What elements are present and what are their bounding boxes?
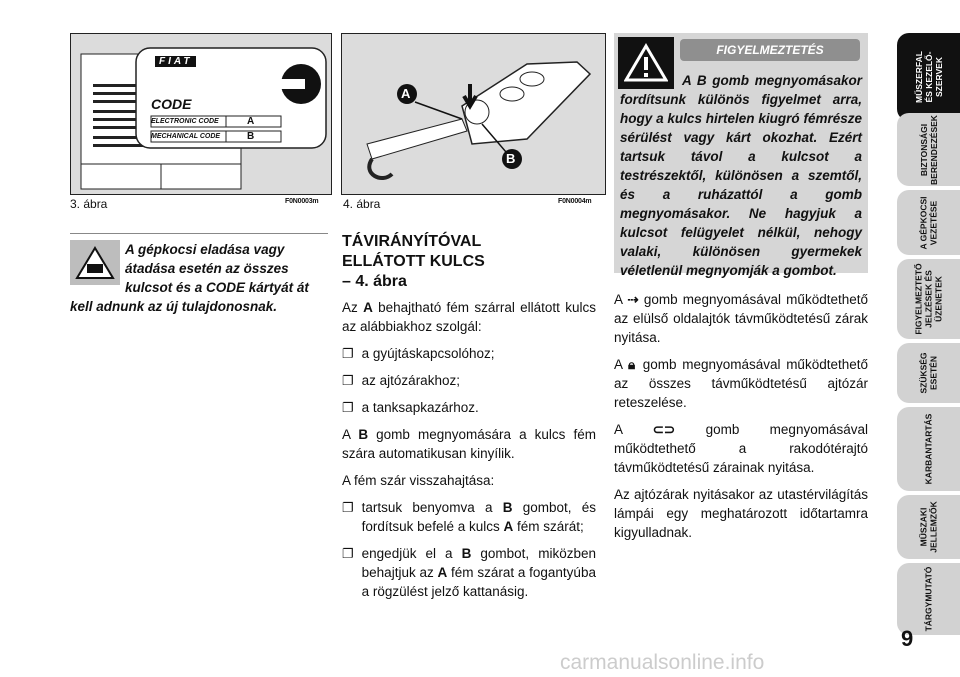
warning-right-text: A B gomb megnyomásakor fordítsunk különös figyelmet arra, hogy a kulcs hirtelen kiugró fémrésze sérülést vagy kárt okozhat. Ezért tartsuk távol a kulcsot a testrészektől, különösen a szemtől, és a ruházattól a gomb megnyomásakor. Ne hagyjuk a kulcsot felügyelet nélkül, nehogy valaki, különösen gyermekek véletlenül megnyomják a gombot. (620, 73, 862, 278)
tab-biztonsagi[interactable]: BIZTONSÁGI BERENDEZÉSEK (897, 113, 960, 186)
mechanical-code-value: B (247, 131, 255, 142)
step-item: ❐ engedjük el a B gombot, miközben behajtjuk az A fém szárat a fogantyúba a rögzülést jelző kattanásig. (342, 546, 596, 599)
tab-figyelmezteto[interactable]: FIGYELMEZTETŐ JELZÉSEK ÉS ÜZENETEK (897, 259, 960, 339)
interior-light-paragraph: Az ajtózárak nyitásakor az utastérvilágítás lámpái egy meghatározott időtartamra kigyulladnak. (614, 487, 868, 540)
tab-karbantartas[interactable]: KARBANTARTÁS (897, 407, 960, 491)
step-item: ❐ tartsuk benyomva a B gombot, és fordítsuk befelé a kulcs A fém szárát; (342, 500, 596, 534)
warning-divider (70, 233, 328, 234)
key-illustration (342, 34, 605, 194)
tab-muszerfal[interactable]: MŰSZERFAL ÉS KEZELŐ- SZERVEK (897, 33, 960, 121)
figure-3-code: F0N0003m (285, 198, 319, 205)
unlock-car-icon: ⇢ (627, 292, 639, 307)
warning-title: FIGYELMEZTETÉS (680, 39, 860, 61)
list-item: ❐ az ajtózárakhoz; (342, 373, 460, 388)
watermark: carmanualsonline.info (560, 651, 765, 674)
heading-line-2: ELLÁTOTT KULCS (342, 253, 485, 270)
tab-szukseg[interactable]: SZÜKSÉG ESETÉN (897, 343, 960, 403)
card-brand: FIAT (155, 56, 196, 67)
intro-paragraph: Az A behajtható fém szárral ellátott kulcs az alábbiakhoz szolgál: (342, 300, 596, 334)
card-title: CODE (151, 96, 192, 112)
unlock-paragraph: A ⇢ gomb megnyomásával működtethető az elülső oldalajtók távműködtetésű zárak nyitása. (614, 292, 868, 345)
figure-3-caption: 3. ábra (70, 197, 108, 211)
electronic-code-value: A (247, 116, 255, 127)
b-button-paragraph: A B gomb megnyomására a kulcs fém szára automatikusan kinyílik. (342, 427, 596, 461)
mechanical-code-label: MECHANICAL CODE (151, 133, 221, 140)
warning-left-text (70, 240, 328, 316)
figure-4-code: F0N0004m (558, 198, 592, 205)
list-item: ❐ a tanksapkazárhoz. (342, 400, 479, 415)
heading-line-1: TÁVIRÁNYÍTÓVAL (342, 233, 482, 250)
figure-4-image (341, 33, 606, 195)
list-item: ❐ a gyújtáskapcsolóhoz; (342, 346, 495, 361)
warning-left-body: A gépkocsi eladása vagy átadása esetén az összes kulcsot és a CODE kártyát át kell adnunk az új tulajdonosnak. (70, 242, 309, 314)
electronic-code-label: ELECTRONIC CODE (151, 118, 219, 125)
trunk-icon: ⊂⊃ (652, 422, 676, 437)
warning-box (614, 33, 868, 278)
lock-paragraph: A 🔒︎ gomb megnyomásával működtethető az összes távműködtetésű ajtózár reteszelése. (614, 357, 868, 410)
tab-muszaki[interactable]: MŰSZAKI JELLEMZŐK (897, 495, 960, 559)
section-body (342, 298, 596, 609)
key-label-b: B (506, 151, 516, 166)
figure-3-image (70, 33, 332, 195)
right-paragraphs (614, 290, 868, 550)
code-card-illustration (71, 34, 331, 194)
tab-vezetese[interactable]: A GÉPKOCSI VEZETÉSE (897, 190, 960, 255)
figure-4-caption: 4. ábra (343, 197, 381, 211)
heading-line-3: – 4. ábra (342, 273, 407, 290)
tab-targymutato[interactable]: TÁRGYMUTATÓ (897, 563, 960, 635)
retract-title: A fém szár visszahajtása: (342, 473, 495, 488)
section-heading (342, 232, 602, 292)
trunk-paragraph: A ⊂⊃ gomb megnyomásával működtethető a rakodótérajtó távműködtetésű zárainak nyitása. (614, 422, 868, 475)
lock-icon: 🔒︎ (627, 357, 638, 372)
key-label-a: A (401, 86, 411, 101)
page-number: 9 (901, 626, 914, 651)
